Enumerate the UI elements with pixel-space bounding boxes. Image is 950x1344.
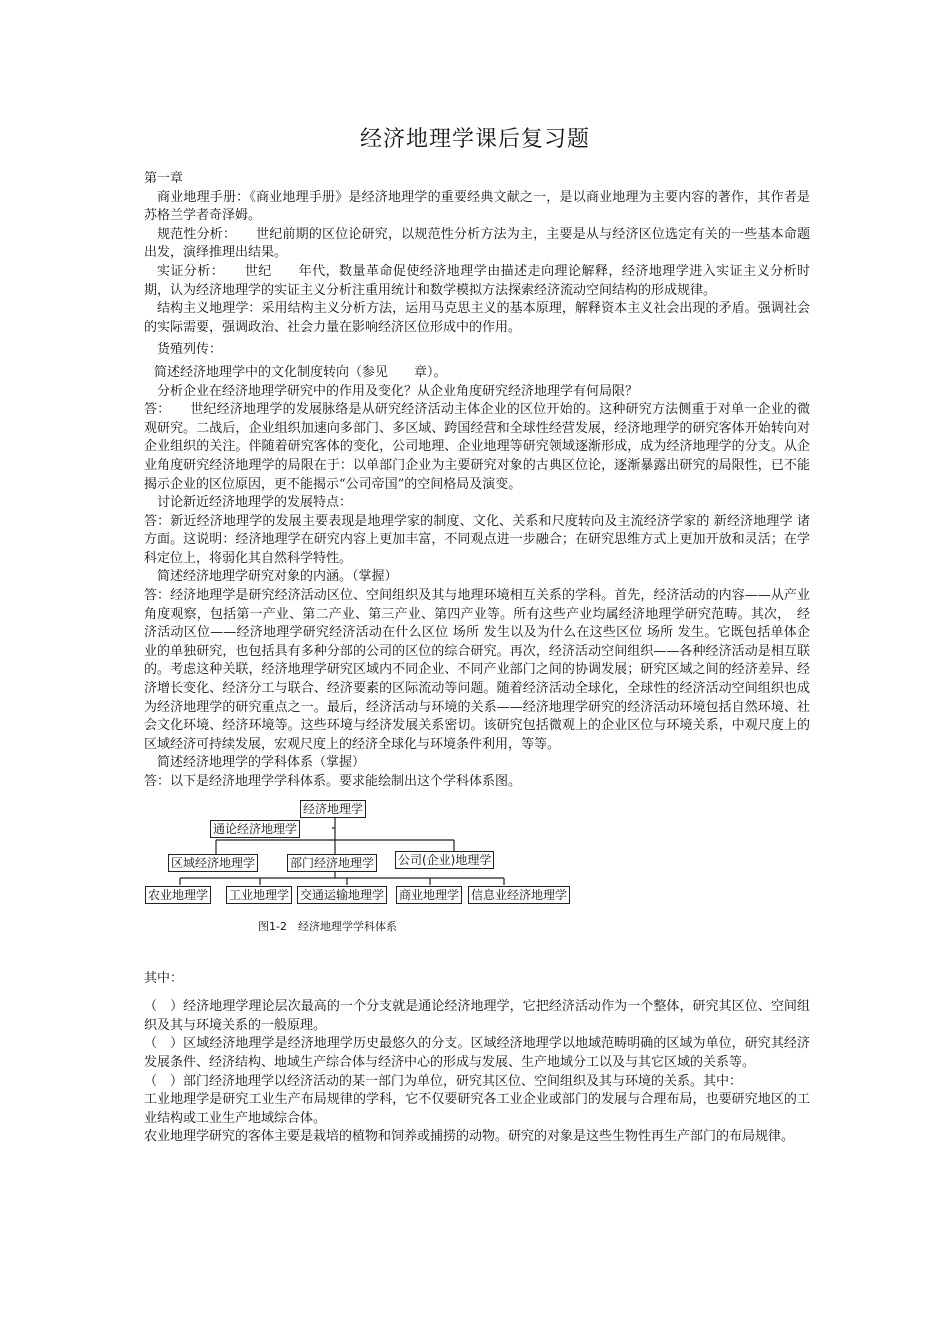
- paragraph: 货殖列传：: [157, 342, 223, 358]
- node-agriculture: 农业地理学: [145, 886, 211, 904]
- document-body: [144, 170, 810, 1147]
- node-commerce: 商业地理学: [396, 886, 462, 904]
- list-item: 农业地理学研究的客体主要是栽培的植物和饲养或捕捞的动物。研究的对象是这些生物性再生产部门的布局规律。: [144, 1129, 795, 1145]
- node-industry: 工业地理学: [226, 886, 292, 904]
- list-item: （ ）部门经济地理学以经济活动的某一部门为单位，研究其区位、空间组织及其与环境的关系。其中：: [144, 1073, 743, 1089]
- paragraph: 结构主义地理学：采用结构主义分析方法，运用马克思主义的基本原理，解释资本主义社会出现的矛盾。强调社会的实际需要，强调政治、社会力量在影响经济区位形成中的作用。: [144, 301, 810, 335]
- answer: 答：经济地理学是研究经济活动区位、空间组织及其与地理环境相互关系的学科。首先，经济活动的内容——从产业角度观察，包括第一产业、第二产业、第三产业、第四产业等。所有这些产业均属经济地理学研究范畴。其次， 经济活动区位——经济地理学研究经济活动在什么区位 场所 发生以及为什么在这些区位 场所 发生。它既包括单体企业的单独研究，也包括具有多种分部的公司的区位的综合研究。再次，经济活动空间组织——各种经济活动是相互联的。考虑这种关联，经济地理学研究区域内不同企业、不同产业部门之间的协调发展；研究区域之间的经济差异、经济增长变化、经济分工与联合、经济要素的区际流动等问题。随着经济活动全球化，全球性的经济活动空间组织也成为经济地理学的研究重点之一。最后，经济活动与环境的关系——经济地理学研究的经济活动环境包括自然环境、社会文化环境、经济环境等。这些环境与经济发展关系密切。该研究包括微观上的企业区位与环境关系，中观尺度上的区域经济可持续发展，宏观尺度上的经济全球化与环境条件利用，等等。: [144, 588, 810, 752]
- paragraph: 商业地理手册：《商业地理手册》是经济地理学的重要经典文献之一，是以商业地理为主要内容的著作，其作者是苏格兰学者奇泽姆。: [144, 189, 810, 224]
- paragraph: 规范性分析： 世纪前期的区位论研究，以规范性分析方法为主，主要是从与经济区位选定有关的一些基本命题出发，演绎推理出结果。: [144, 226, 810, 261]
- node-root: 经济地理学: [300, 800, 366, 818]
- node-regional: 区域经济地理学: [168, 854, 258, 872]
- figure-caption: 图1-2 经济地理学学科体系: [258, 919, 397, 933]
- node-transport: 交通运输地理学: [297, 886, 387, 904]
- list-item: （ ）区域经济地理学是经济地理学历史最悠久的分支。区域经济地理学以地域范畴明确的区域为单位，研究其经济发展条件、经济结构、地域生产综合体与经济中心的形成与发展、生产地域分工以及与其它区域的关系等。: [144, 1036, 810, 1070]
- node-corporate: 公司(企业)地理学: [395, 851, 494, 869]
- answer: 答：新近经济地理学的发展主要表现是地理学家的制度、文化、关系和尺度转向及主流经济学家的 新经济地理学 诸方面。这说明：经济地理学在研究内容上更加丰富，不同观点进一步融合；在研究思维方式上更加开放和灵活；在学科定位上，将弱化其自然科学特性。: [144, 513, 810, 566]
- answer: 答： 世纪经济地理学的发展脉络是从研究经济活动主体企业的区位开始的。这种研究方法侧重于对单一企业的微观研究。二战后，企业组织加速向多部门、多区域、跨国经营和全球性经营发展，经济地理学的研究客体开始转向对企业组织的关注。伴随着研究客体的变化，公司地理、企业地理等研究领域逐渐形成，成为经济地理学的分支。从企业角度研究经济地理学的局限在于：以单部门企业为主要研究对象的古典区位论，逐渐暴露出研究的局限性，已不能揭示企业的区位原因，更不能揭示“公司帝国”的空间格局及演变。: [144, 402, 810, 492]
- list-intro: 其中：: [144, 970, 184, 986]
- list-item: 工业地理学是研究工业生产布局规律的学科，它不仅要研究各工业企业或部门的发展与合理布局，也要研究地区的工业结构或工业生产地域综合体。: [144, 1092, 810, 1126]
- answer: 答：以下是经济地理学学科体系。要求能绘制出这个学科体系图。: [144, 774, 522, 789]
- paragraph: 实证分析： 世纪 年代，数量革命促使经济地理学由描述走向理论解释，经济地理学进入实证主义分析时期，认为经济地理学的实证主义分析注重用统计和数学模拟方法探索经济流动空间结构的形成规律。: [144, 263, 810, 298]
- list-item: （ ）经济地理学理论层次最高的一个分支就是通论经济地理学，它把经济活动作为一个整体，研究其区位、空间组织及其与环境关系的一般原理。: [144, 999, 810, 1033]
- question: 简述经济地理学的学科体系（掌握）: [157, 755, 366, 771]
- question: 讨论新近经济地理学的发展特点：: [157, 495, 353, 511]
- question: 分析企业在经济地理学研究中的作用及变化？从企业角度研究经济地理学有何局限？: [157, 383, 639, 399]
- page-title: 经济地理学课后复习题: [359, 127, 590, 152]
- question: 简述经济地理学研究对象的内涵。（掌握）: [157, 569, 398, 585]
- question: 简述经济地理学中的文化制度转向（参见 章）。: [154, 364, 447, 380]
- chapter-heading: 第一章: [144, 171, 184, 186]
- node-sectoral: 部门经济地理学: [287, 854, 377, 872]
- node-general: 通论经济地理学: [210, 820, 300, 838]
- discipline-system-diagram: [144, 794, 810, 944]
- node-information: 信息业经济地理学: [468, 886, 570, 904]
